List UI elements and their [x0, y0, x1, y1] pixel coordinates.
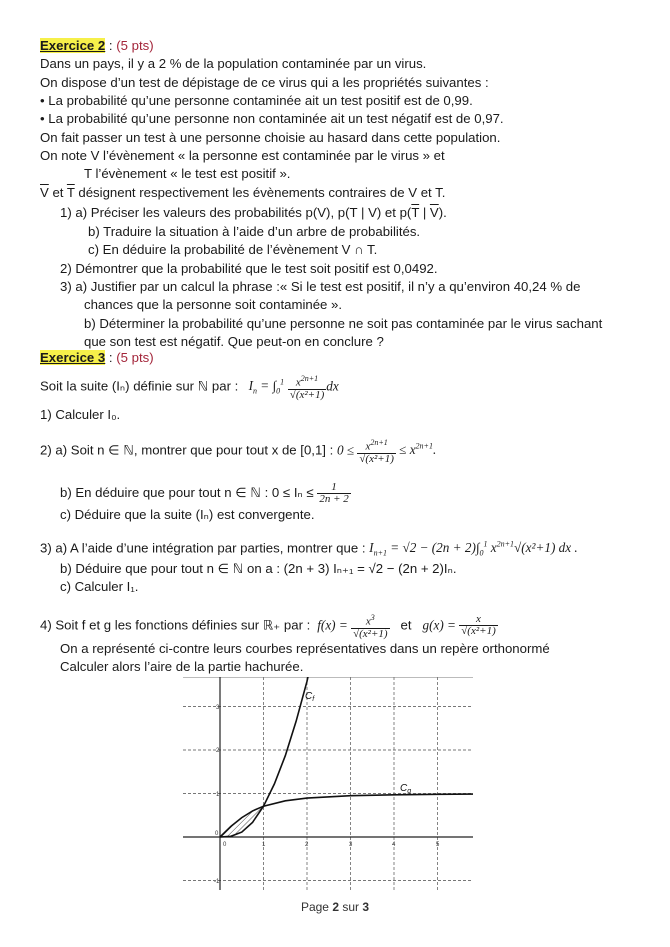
svg-text:1: 1: [262, 842, 266, 848]
ex2-q2: 2) Démontrer que la probabilité que le test soit positif est 0,0492.: [60, 261, 438, 276]
ex3-q3b: b) Déduire que pour tout n ∈ ℕ on a : (2n + 3) Iₙ₊₁ = √2 − (2n + 2)Iₙ.: [60, 561, 457, 576]
svg-text:3: 3: [216, 705, 220, 711]
exercise2-points: (5 pts): [116, 38, 154, 53]
ex2-intro-line: On fait passer un test à une personne choisie au hasard dans cette population.: [40, 130, 501, 145]
ex2-complements-line: $\overline{V}$ et $\overline{T}$ désignent respectivement les évènements contraires de V et T.: [40, 185, 446, 200]
exercise3-heading: Exercice 3 : (5 pts): [40, 350, 154, 365]
label-cf: $C_f$: [305, 691, 315, 703]
ex2-q3b: b) Déterminer la probabilité qu’une personne ne soit pas contaminée par le virus sachant: [84, 316, 603, 331]
ex2-q1b: b) Traduire la situation à l’aide d’un arbre de probabilités.: [88, 224, 421, 239]
ex3-q4: 4) Soit f et g les fonctions définies sur ℝ₊ par : f(x) = $\frac{x^3}{\text{√(x²+1)}}$ et g(x) = $\frac{x}{\text{√(x²+1)}}$: [40, 613, 496, 640]
graph-grid: [183, 672, 473, 892]
svg-text:2: 2: [305, 842, 309, 848]
exercise3-points: (5 pts): [116, 350, 154, 365]
exercise2-heading: Exercice 2 : (5 pts): [40, 38, 154, 53]
ex3-q4-line2: On a représenté ci-contre leurs courbes représentatives dans un repère orthonormé: [60, 641, 550, 656]
exercise3-title: Exercice 3: [40, 350, 106, 365]
ex2-intro-line: On note V l’évènement « la personne est contaminée par le virus » et: [40, 148, 445, 163]
ex3-q3c: c) Calculer I₁.: [60, 579, 139, 594]
ex3-q1: 1) Calculer I₀.: [40, 407, 121, 422]
exercise2-title: Exercice 2: [40, 38, 106, 53]
ex3-q3a: 3) a) A l’aide d’une intégration par parties, montrer que : $I_{n+1} = √2 - (2n + 2)\int_0^1$ $x^{2n+1}√(x^2+1)$ dx .: [40, 540, 578, 559]
curve-cf: [220, 672, 309, 837]
ex3-q2a: 2) a) Soit n ∈ ℕ, montrer que pour tout x de [0,1] : 0 ≤ $\frac{x^{2n+1}}{\text{√(x²+1)}}$ ≤ $x^{2n+1}$.: [40, 438, 437, 465]
ex2-q1a: 1) a) Préciser les valeurs des probabilités p(V), p(T | V) et $p(\overline{T}$ | $\overline{V}$).: [60, 205, 447, 220]
ex2-intro-line: • La probabilité qu’une personne non contaminée ait un test négatif est de 0,97.: [40, 111, 504, 126]
ex2-q1c: c) En déduire la probabilité de l’évènement V ∩ T.: [88, 242, 378, 257]
ex2-intro-line: • La probabilité qu’une personne contaminée ait un test positif est de 0,99.: [40, 93, 473, 108]
ex2-intro-line: Dans un pays, il y a 2 % de la population contaminée par un virus.: [40, 56, 427, 71]
svg-text:0: 0: [215, 831, 219, 837]
page-footer: Page 2 sur 3: [300, 900, 370, 914]
ex3-q2b: b) En déduire que pour tout n ∈ ℕ : 0 ≤ Iₙ ≤ $\frac{1}{2n + 2}$: [60, 481, 349, 505]
svg-text:0: 0: [223, 842, 227, 848]
ex2-q3a: 3) a) Justifier par un calcul la phrase :« Si le test est positif, il n’y a qu’environ 40,24 % de: [60, 279, 581, 294]
ex2-q3b-cont: que son test est négatif. Que peut-on en conclure ?: [84, 334, 384, 349]
svg-text:1: 1: [216, 792, 220, 798]
ex2-intro-line: T l’évènement « le test est positif ».: [84, 166, 291, 181]
svg-text:-1: -1: [214, 879, 220, 885]
ex2-q3a-cont: chances que la personne soit contaminée ».: [84, 297, 343, 312]
svg-text:3: 3: [349, 842, 353, 848]
svg-text:5: 5: [436, 842, 440, 848]
svg-text:4: 4: [392, 842, 396, 848]
svg-text:2: 2: [216, 748, 220, 754]
ex2-intro-line: On dispose d’un test de dépistage de ce virus qui a les propriétés suivantes :: [40, 75, 489, 90]
ex3-intro: Soit la suite (Iₙ) définie sur ℕ par : $I_n = \int_0^1$ $\frac{x^{2n+1}}{\text{√(x²+1)}}$ dx: [40, 374, 339, 401]
ex3-q2c: c) Déduire que la suite (Iₙ) est convergente.: [60, 507, 315, 522]
ex3-q4-line3: Calculer alors l’aire de la partie hachurée.: [60, 659, 304, 674]
label-cg: $C_g$: [400, 783, 412, 795]
integral-definition: $I_n = \int_0^1$: [242, 377, 285, 396]
